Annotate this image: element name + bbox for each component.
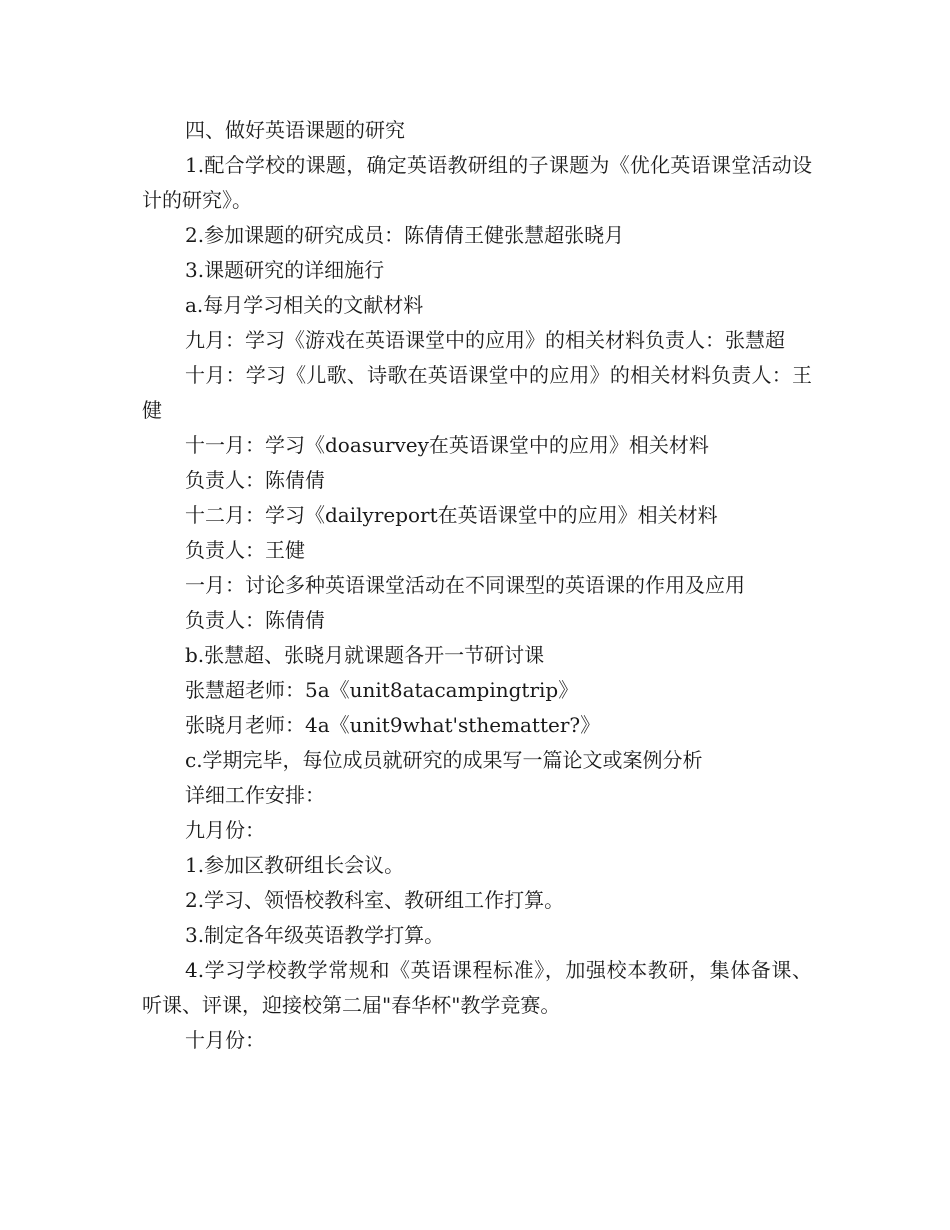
paragraph: 张慧超老师：5a《unit8atacampingtrip》 <box>185 678 579 702</box>
paragraph: 九月份： <box>185 818 265 842</box>
paragraph: 九月：学习《游戏在英语课堂中的应用》的相关材料负责人：张慧超 <box>185 328 785 352</box>
paragraph: 一月：讨论多种英语课堂活动在不同课型的英语课的作用及应用 <box>185 573 745 597</box>
paragraph: 十一月：学习《doasurvey在英语课堂中的应用》相关材料 <box>185 433 709 457</box>
paragraph: 十月份： <box>185 1028 265 1052</box>
paragraph: 十二月：学习《dailyreport在英语课堂中的应用》相关材料 <box>185 503 718 527</box>
paragraph: 张晓月老师：4a《unit9what'sthematter?》 <box>185 713 601 737</box>
paragraph: 十月：学习《儿歌、诗歌在英语课堂中的应用》的相关材料负责人：王健 <box>142 363 812 422</box>
paragraph: 1.配合学校的课题，确定英语教研组的子课题为《优化英语课堂活动设计的研究》。 <box>142 153 812 212</box>
paragraph: 负责人：陈倩倩 <box>185 468 325 492</box>
paragraph: 2.学习、领悟校教科室、教研组工作打算。 <box>185 888 565 912</box>
paragraph: a.每月学习相关的文献材料 <box>185 293 424 317</box>
paragraph: b.张慧超、张晓月就课题各开一节研讨课 <box>185 643 545 667</box>
paragraph: 2.参加课题的研究成员：陈倩倩王健张慧超张晓月 <box>185 223 625 247</box>
paragraph: 负责人：陈倩倩 <box>185 608 325 632</box>
paragraph: 详细工作安排： <box>185 783 325 807</box>
document-body <box>142 113 812 1058</box>
paragraph: 负责人：王健 <box>185 538 305 562</box>
paragraph: 3.课题研究的详细施行 <box>185 258 385 282</box>
paragraph: 1.参加区教研组长会议。 <box>185 853 405 877</box>
paragraph: c.学期完毕，每位成员就研究的成果写一篇论文或案例分析 <box>185 748 703 772</box>
paragraph: 3.制定各年级英语教学打算。 <box>185 923 445 947</box>
section-heading: 四、做好英语课题的研究 <box>185 118 405 142</box>
paragraph: 4.学习学校教学常规和《英语课程标准》，加强校本教研，集体备课、听课、评课，迎接校第二届"春华杯"教学竞赛。 <box>142 958 812 1017</box>
